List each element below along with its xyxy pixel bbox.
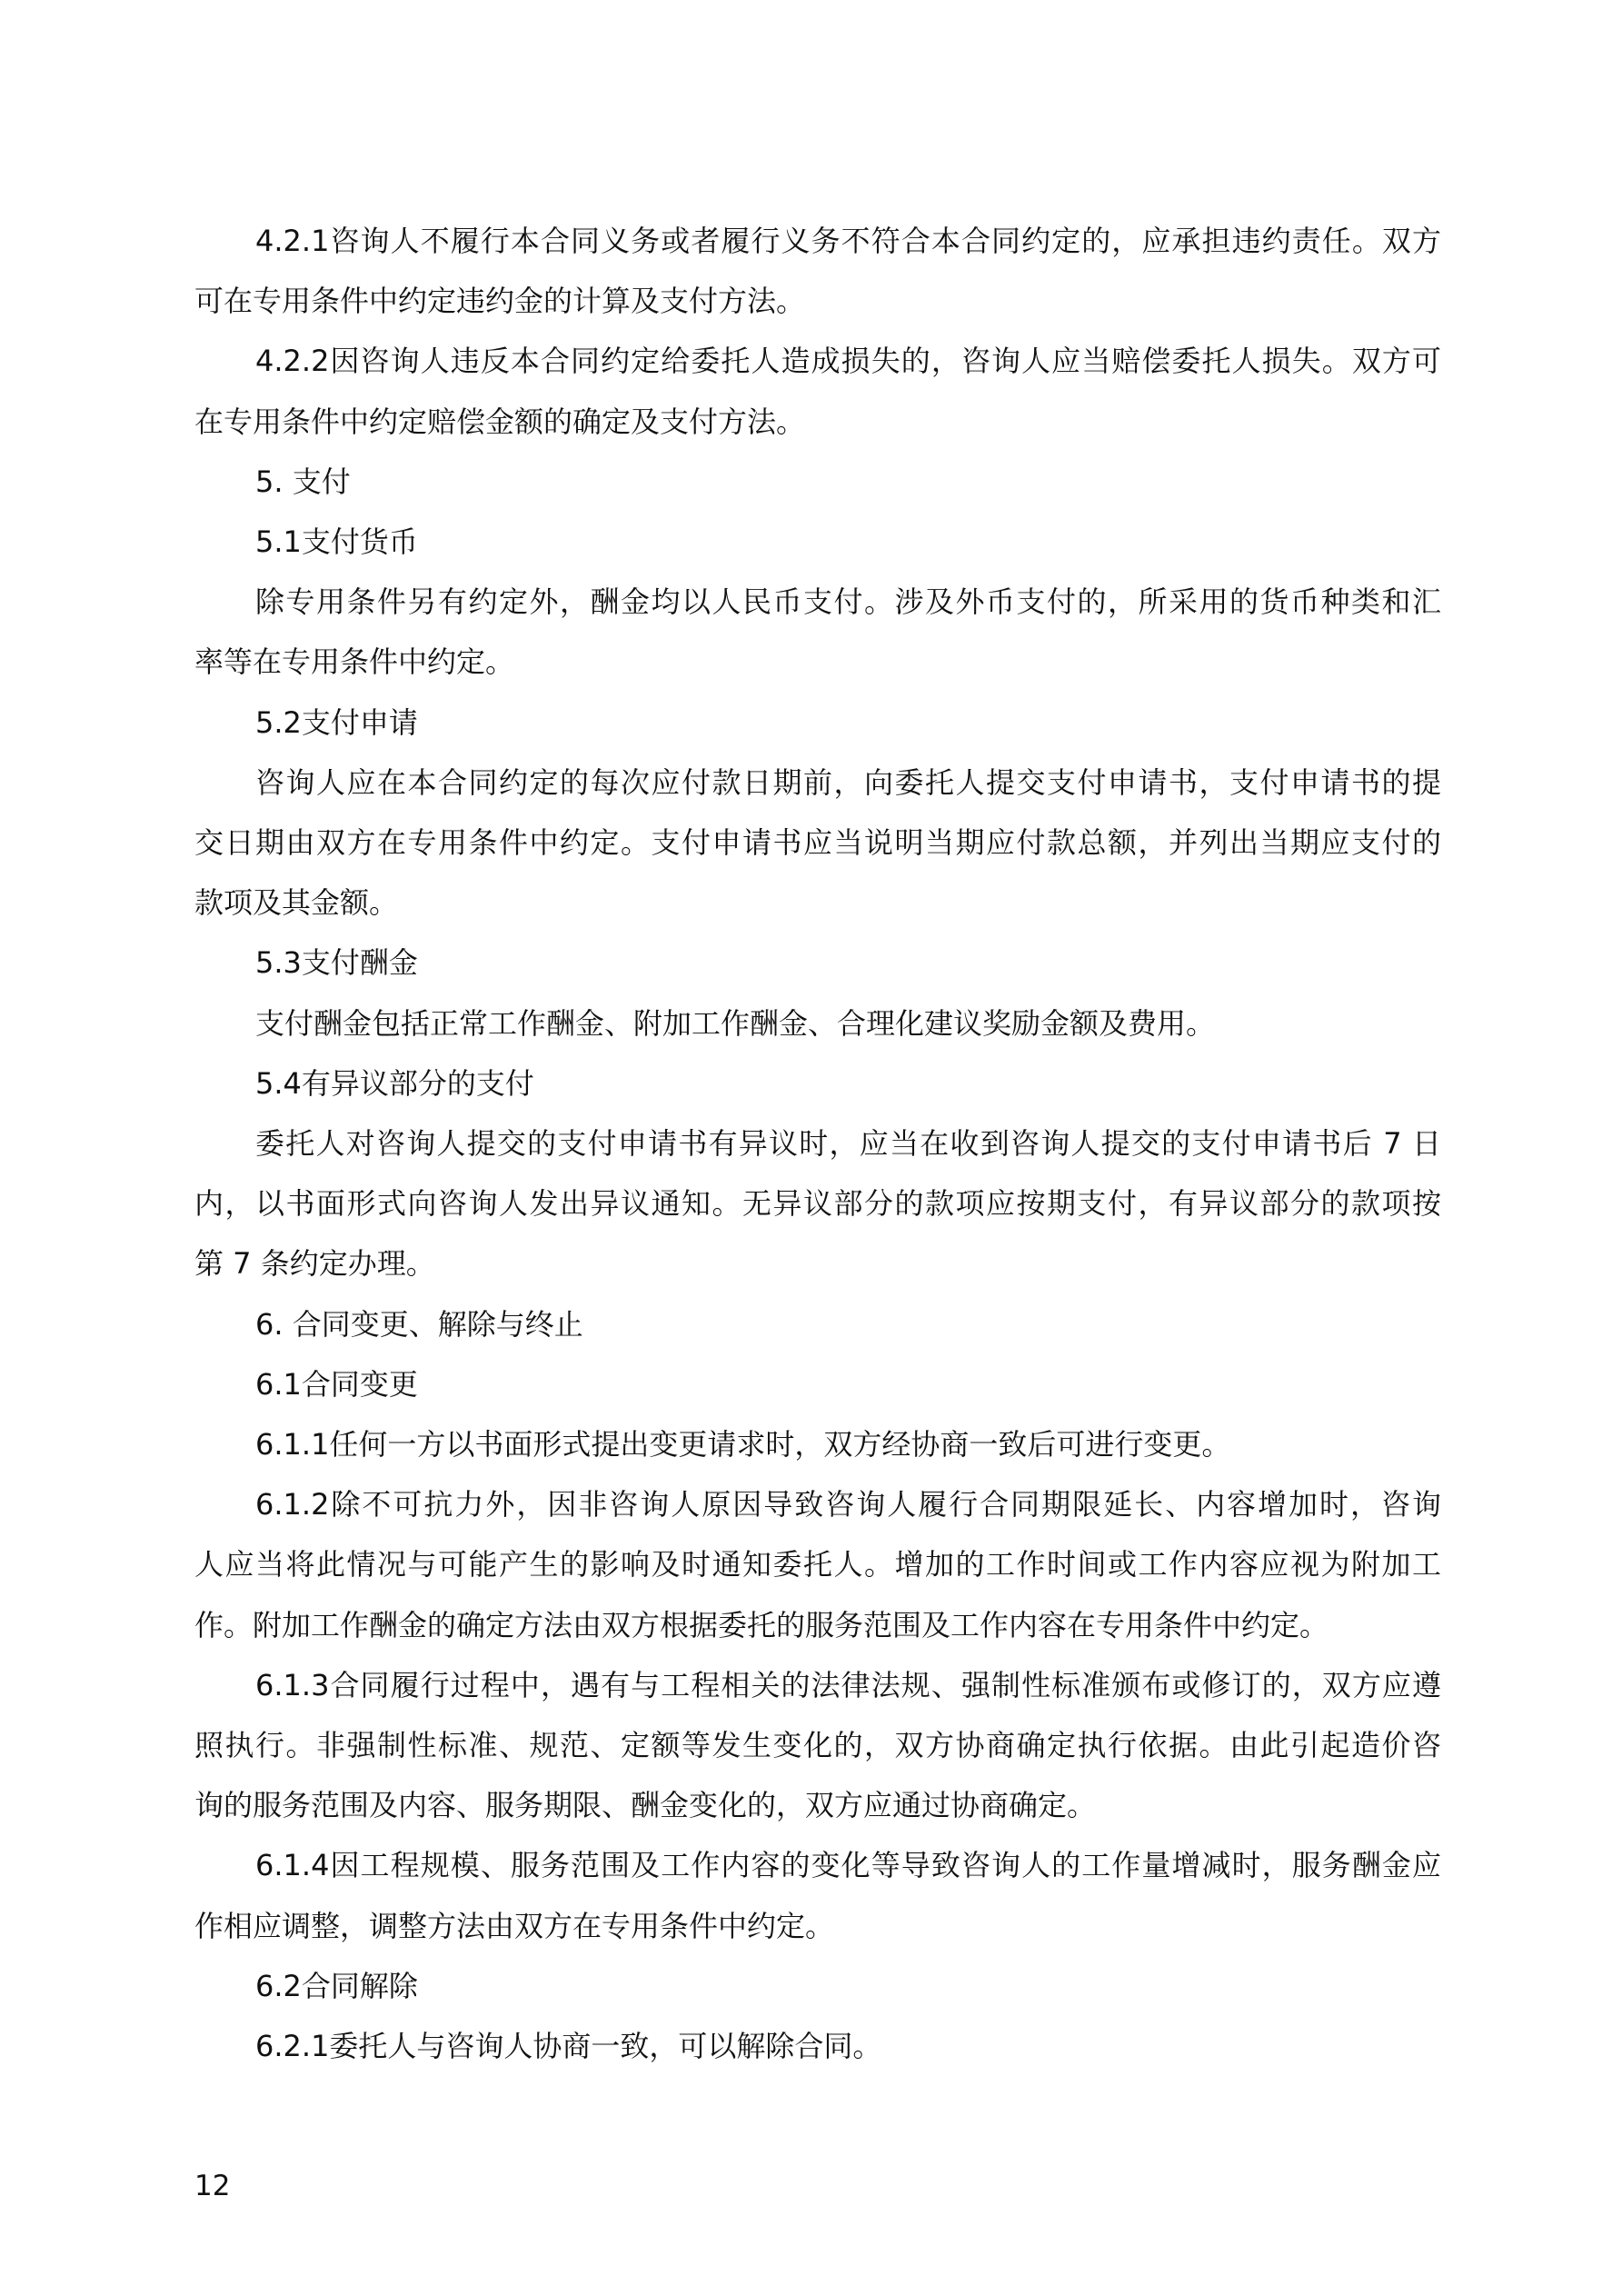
text-line: 支付酬金包括正常工作酬金、附加工作酬金、合理化建议奖励金额及费用。 [255,1005,1216,1041]
text-line: 作。附加工作酬金的确定方法由双方根据委托的服务范围及工作内容在专用条件中约定。 [194,1607,1329,1642]
text-line: 6.1.2除不可抗力外，因非咨询人原因导致咨询人履行合同期限延长、内容增加时，咨询 [255,1487,1441,1522]
text-line: 咨询人应在本合同约定的每次应付款日期前，向委托人提交支付申请书，支付申请书的提 [255,764,1441,800]
text-line: 款项及其金额。 [194,885,399,921]
text-line: 照执行。非强制性标准、规范、定额等发生变化的，双方协商确定执行依据。由此引起造价咨 [194,1728,1441,1762]
text-line: 作相应调整，调整方法由双方在专用条件中约定。 [194,1908,835,1943]
text-line: 6. 合同变更、解除与终止 [255,1306,583,1342]
text-line: 在专用条件中约定赔偿金额的确定及支付方法。 [194,404,806,439]
text-line: 5.3支付酬金 [255,945,418,981]
text-line: 5. 支付 [255,464,351,499]
text-line: 委托人对咨询人提交的支付申请书有异议时，应当在收到咨询人提交的支付申请书后 7 日 [255,1126,1441,1161]
text-line: 6.1.1任何一方以书面形式提出变更请求时，双方经协商一致后可进行变更。 [255,1427,1231,1462]
text-line: 6.1.3合同履行过程中，遇有与工程相关的法律法规、强制性标准颁布或修订的，双方应遵 [255,1667,1441,1702]
text-line: 内，以书面形式向咨询人发出异议通知。无异议部分的款项应按期支付，有异议部分的款项按 [194,1186,1441,1222]
text-line: 6.1合同变更 [255,1366,418,1402]
text-line: 5.4有异议部分的支付 [255,1065,534,1101]
page-number: 12 [194,2170,231,2202]
text-line: 可在专用条件中约定违约金的计算及支付方法。 [194,284,806,319]
text-line: 5.1支付货币 [255,524,418,559]
text-line: 人应当将此情况与可能产生的影响及时通知委托人。增加的工作时间或工作内容应视为附加工 [194,1547,1441,1582]
text-line: 率等在专用条件中约定。 [194,644,515,680]
text-line: 6.2合同解除 [255,1968,418,2003]
text-line: 4.2.1咨询人不履行本合同义务或者履行义务不符合本合同约定的，应承担违约责任。双方 [255,224,1441,258]
text-line: 第 7 条约定办理。 [194,1246,435,1282]
text-line: 4.2.2因咨询人违反本合同约定给委托人造成损失的，咨询人应当赔偿委托人损失。双方可 [255,344,1441,379]
text-line: 5.2支付申请 [255,704,418,740]
text-line: 6.1.4因工程规模、服务范围及工作内容的变化等导致咨询人的工作量增减时，服务酬金应 [255,1848,1441,1883]
text-line: 6.2.1委托人与咨询人协商一致，可以解除合同。 [255,2029,882,2063]
text-line: 交日期由双方在专用条件中约定。支付申请书应当说明当期应付款总额，并列出当期应支付的 [194,825,1441,860]
text-line: 询的服务范围及内容、服务期限、酬金变化的，双方应通过协商确定。 [194,1788,1097,1823]
text-line: 除专用条件另有约定外，酬金均以人民币支付。涉及外币支付的，所采用的货币种类和汇 [255,584,1441,620]
